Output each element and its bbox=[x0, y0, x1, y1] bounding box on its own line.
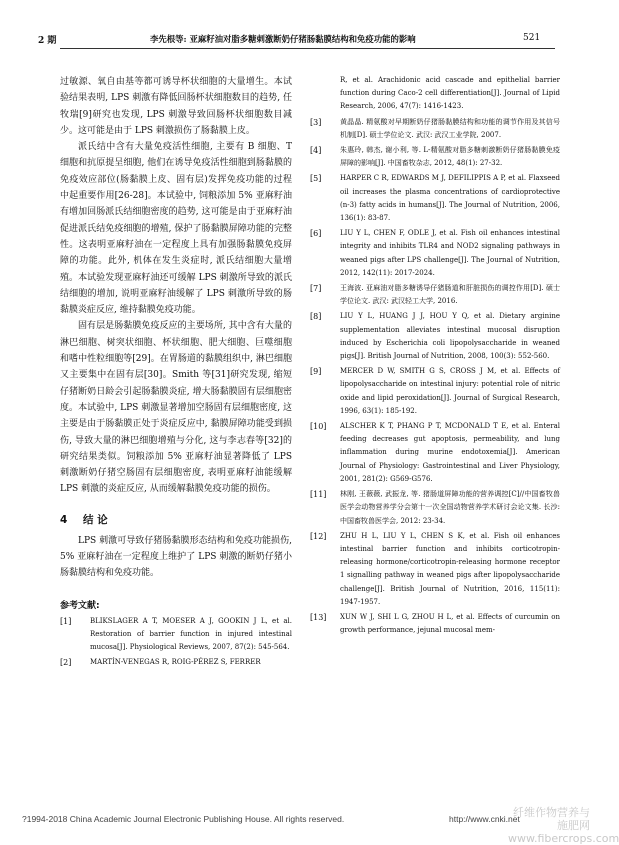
references-heading: 参考文献: bbox=[60, 600, 100, 611]
reference-item bbox=[310, 227, 560, 280]
reference-item bbox=[310, 611, 560, 637]
reference-number: [6] bbox=[310, 229, 322, 239]
reference-text: LIU Y L, HUANG J J, HOU Y Q, et al. Dietary arginine supplementation alleviates intestinal mucosal disruption induced by Escherichia coli lipopolysaccharide in weaned pigs[J]. British Journal of Nutrition, 2008, 100(3): 552-560. bbox=[340, 312, 560, 361]
reference-item bbox=[310, 530, 560, 609]
reference-text: BLIKSLAGER A T, MOESER A J, GOOKIN J L, et al. Restoration of barrier function in injured intestinal mucosa[J]. Physiological Reviews, 2007, 87(2): 545-564. bbox=[90, 616, 292, 652]
watermark-line: 纤维作物营养与施肥网 bbox=[513, 806, 590, 832]
right-column bbox=[310, 74, 560, 639]
watermark-line: www.fibercrops.com bbox=[508, 832, 619, 845]
reference-text: MERCER D W, SMITH G S, CROSS J M, et al. Effects of lipopolysaccharide on intestinal injury: potential role of nitric oxide and lipid peroxidation[J]. Journal of Surgical Research, 1996, 63(1): 185-192. bbox=[340, 367, 560, 415]
reference-item bbox=[60, 615, 292, 655]
reference-number: [1] bbox=[60, 616, 72, 626]
reference-item bbox=[310, 74, 560, 114]
section-number: 4 bbox=[60, 513, 68, 526]
reference-item bbox=[310, 144, 560, 170]
reference-number: [5] bbox=[310, 174, 322, 184]
reference-item bbox=[60, 656, 292, 669]
reference-number: [3] bbox=[310, 117, 322, 127]
reference-text: XUN W J, SHI L G, ZHOU H L, et al. Effects of curcumin on growth performance, jejunal mucosal mem- bbox=[340, 612, 560, 635]
reference-text: 林刚, 王薇薇, 武振龙, 等. 猪肠道屏障功能的营养调控[C]//中国畜牧兽医学会动物营养学分会第十一次全国动物营养学术研讨会论文集. 长沙: 中国畜牧兽医学会, 2012: 23-34. bbox=[340, 490, 560, 525]
reference-item bbox=[310, 172, 560, 225]
reference-item bbox=[310, 116, 560, 142]
reference-text: MARTÍN-VENEGAS R, ROIG-PÉREZ S, FERRER bbox=[90, 658, 261, 667]
reference-text: R, et al. Arachidonic acid cascade and epithelial barrier function during Caco-2 cell differentiation[J]. Journal of Lipid Research, 2006, 47(7): 1416-1423. bbox=[340, 76, 560, 111]
footer-url: http://www.cnki.net bbox=[449, 814, 520, 824]
section-title: 结 论 bbox=[82, 513, 108, 526]
reference-number: [13] bbox=[310, 612, 327, 622]
reference-number: [10] bbox=[310, 422, 327, 432]
body-paragraph: 过敏源、氧自由基等都可诱导杯状细胞的大量增生。本试验结果表明, LPS 刺激有降低回肠杯状细胞数目的趋势, 任牧瑞[9]研究也发现, LPS 刺激导致回肠杯状细胞数目减少。这可能是由于 LPS 刺激损伤了肠黏膜上皮。 bbox=[60, 77, 292, 136]
reference-text: ALSCHER K T, PHANG P T, MCDONALD T E, et al. Enteral feeding decreases gut apoptosis, permeability, and lung inflammation during murine endotoxemia[J]. American Journal of Physiology: Gastrointestinal and Liver Physiology, 2001, 281(2): G569-G576. bbox=[340, 422, 560, 483]
body-paragraph: 固有层是肠黏膜免疫反应的主要场所, 其中含有大量的淋巴细胞、树突状细胞、杯状细胞、肥大细胞、巨噬细胞和嗜中性粒细胞等[29]。在胃肠道的黏膜组织中, 淋巴细胞又主要集中在固有层[30]。Smith 等[31]研究发现, 缩短仔猪断奶日龄会引起肠黏膜炎症, 增大肠黏膜固有层细胞密度。本试验中, LPS 刺激显著增加空肠固有层细胞密度, 这主要是由于肠黏膜正处于炎症反应中, 黏膜屏障功能受到损伤, 导致大量的淋巴细胞增殖与分化, 这与李志春等[32]的研究结果类似。饲粮添加 5% 亚麻籽油显著降低了 LPS 刺激断奶仔猪空肠固有层细胞密度, 表明亚麻籽油能缓解 LPS 刺激的炎症反应, 从而缓解黏膜免疫功能的损伤。 bbox=[60, 321, 292, 495]
reference-number: [11] bbox=[310, 490, 327, 500]
reference-number: [9] bbox=[310, 367, 322, 377]
reference-number: [2] bbox=[60, 658, 72, 668]
reference-item bbox=[310, 365, 560, 418]
issue-number: 2 期 bbox=[38, 36, 57, 46]
left-column bbox=[60, 74, 292, 671]
page-number: 521 bbox=[523, 33, 541, 43]
reference-item bbox=[310, 310, 560, 363]
section-heading bbox=[60, 512, 292, 527]
running-title: 李先根等: 亚麻籽油对脂多糖刺激断奶仔猪肠黏膜结构和免疫功能的影响 bbox=[150, 34, 416, 44]
reference-number: [12] bbox=[310, 531, 327, 541]
copyright-notice: ?1994-2018 China Academic Journal Electronic Publishing House. All rights reserved. bbox=[22, 814, 345, 824]
reference-number: [4] bbox=[310, 146, 322, 156]
body-paragraph: 派氏结中含有大量免疫活性细胞, 主要有 B 细胞、T 细胞和抗原提呈细胞, 他们在诱导免疫活性细胞到肠黏膜的免疫效应部位(肠黏膜上皮、固有层)发挥免疫功能的过程中起重要作用[26-28]。本试验中, 饲粮添加 5% 亚麻籽油有增加回肠派氏结细胞密度的趋势, 这可能是由于亚麻籽油促进派氏结免疫细胞的增殖, 保护了肠黏膜屏障功能的完整性。这表明亚麻籽油在一定程度上具有加强肠黏膜免疫屏障的功能。此外, 机体在发生炎症时, 派氏结细胞大量增殖。本试验发现亚麻籽油还可缓解 LPS 刺激所导致的派氏结细胞的增加, 说明亚麻籽油缓解了 LPS 刺激所导致的肠黏膜炎症反应, 维持黏膜免疫功能。 bbox=[60, 142, 292, 316]
reference-item bbox=[310, 282, 560, 308]
reference-number: [7] bbox=[310, 284, 322, 294]
header-rule bbox=[60, 48, 555, 49]
conclusion-paragraph: LPS 刺激可导致仔猪肠黏膜形态结构和免疫功能损伤, 5% 亚麻籽油在一定程度上维护了 LPS 刺激的断奶仔猪小肠黏膜结构和免疫功能。 bbox=[60, 535, 292, 579]
reference-number: [8] bbox=[310, 312, 322, 322]
reference-text: HARPER C R, EDWARDS M J, DEFILIPPIS A P, et al. Flaxseed oil increases the plasma concentrations of cardioprotective (n-3) fatty acids in humans[J]. The Journal of Nutrition, 2006, 136(1): 83-87. bbox=[340, 174, 560, 223]
page-header bbox=[0, 0, 595, 60]
reference-text: LIU Y L, CHEN F, ODLE J, et al. Fish oil enhances intestinal integrity and inhibits TLR4 and NOD2 signaling pathways in weaned pigs after LPS challenge[J]. The Journal of Nutrition, 2012, 142(11): 2017-2024. bbox=[340, 229, 560, 277]
reference-item bbox=[310, 488, 560, 528]
reference-text: 朱惠玲, 韩杰, 谢小利, 等. L-精氨酸对脂多糖刺激断奶仔猪肠黏膜免疫屏障的影响[J]. 中国畜牧杂志, 2012, 48(1): 27-32. bbox=[340, 146, 560, 168]
site-watermark bbox=[508, 806, 619, 845]
reference-text: 黄晶晶. 精氨酸对早期断奶仔猪肠黏膜结构和功能的调节作用及其信号机制[D]. 硕士学位论文. 武汉: 武汉工业学院, 2007. bbox=[340, 117, 560, 139]
reference-item bbox=[310, 420, 560, 486]
reference-text: ZHU H L, LIU Y L, CHEN S K, et al. Fish oil enhances intestinal barrier function and inhibits corticotropin-releasing hormone/corticotropin-releasing hormone receptor 1 signalling pathway in weaned pigs after lipopolysaccharide challenge[J]. British Journal of Nutrition, 2016, 115(11): 1947-1957. bbox=[340, 531, 560, 606]
reference-text: 王海波. 亚麻油对脂多糖诱导仔猪肠道和肝脏损伤的调控作用[D]. 硕士学位论文. 武汉: 武汉轻工大学, 2016. bbox=[340, 284, 560, 306]
